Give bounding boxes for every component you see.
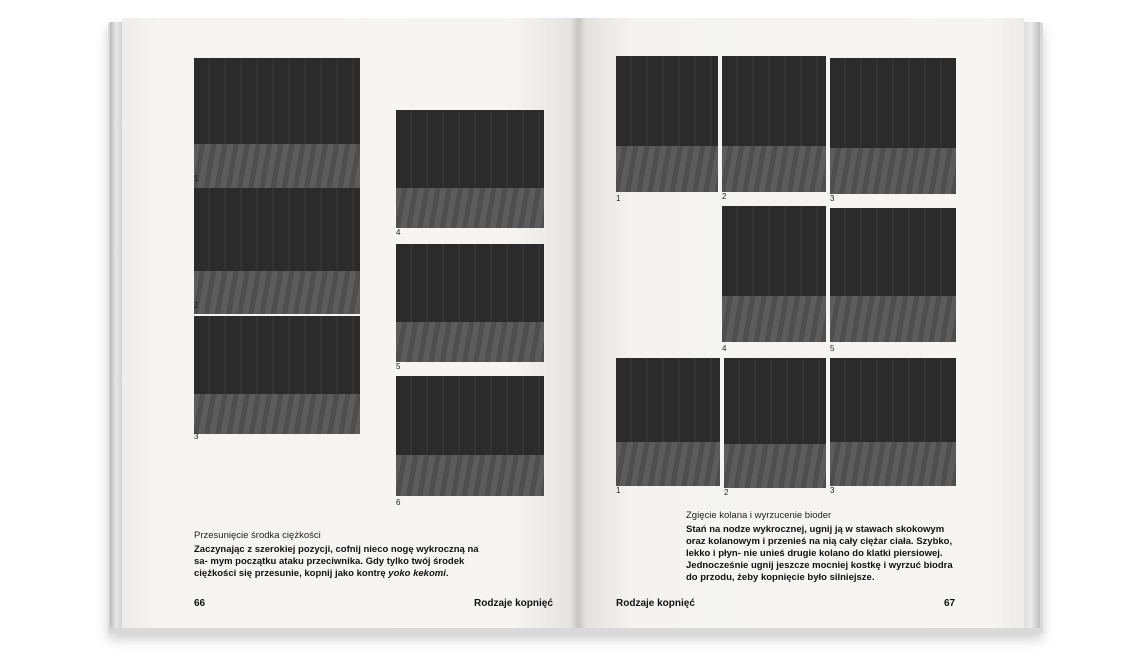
caption-left-6: 6: [396, 498, 401, 507]
page-number-right: 67: [944, 598, 956, 609]
photo-left-3: [194, 316, 360, 434]
body-text-left: [194, 544, 482, 580]
body-text-left-end: .: [445, 568, 449, 579]
right-page: [578, 18, 1024, 628]
running-head-left: Rodzaje kopnięć: [474, 598, 553, 609]
caption-left-2: 2: [194, 301, 199, 310]
caption-right-bottom-3: 3: [830, 486, 835, 495]
page-number-left: 66: [194, 598, 206, 609]
photo-right-bottom-1: [616, 358, 720, 486]
running-head-right: Rodzaje kopnięć: [616, 598, 695, 609]
caption-right-top-1: 1: [616, 194, 621, 203]
photo-right-top-2: [722, 56, 826, 192]
body-text-left-emphasis: yoko kekomi: [388, 568, 446, 579]
photo-right-mid-4: [722, 206, 826, 342]
body-text-left-main: Zaczynając z szerokiej pozycji, cofnij nieco nogę wykroczną na sa- mym początku ataku przeciwnika. Gdy tylko twój środek ciężkości się przesunie, kopnij jako kontrę: [194, 544, 479, 579]
caption-right-top-2: 2: [722, 192, 727, 201]
caption-right-mid-4: 4: [722, 344, 727, 353]
caption-left-1: 1: [194, 174, 199, 183]
caption-right-mid-5: 5: [830, 344, 835, 353]
photo-left-5: [396, 244, 544, 362]
photo-right-bottom-2: [724, 358, 826, 488]
photo-right-bottom-3: [830, 358, 956, 486]
left-page: [122, 18, 578, 628]
caption-left-5: 5: [396, 362, 401, 371]
caption-right-bottom-1: 1: [616, 486, 621, 495]
caption-right-bottom-2: 2: [724, 488, 729, 497]
section-title-left: Przesunięcie środka ciężkości: [194, 530, 321, 541]
body-text-right: Stań na nodze wykrocznej, ugnij ją w stawach skokowym oraz kolanowym i przenieś na nią cały ciężar ciała. Szybko, lekko i płyn- nie unieś drugie kolano do klatki piersiowej. Jednocześnie ugnij jeszcze mocniej kostkę i wyrzuć biodra do przodu, żeby kopnięcie było silniejsze.: [686, 524, 953, 583]
caption-left-3: 3: [194, 432, 199, 441]
book-spine-shadow: [570, 18, 586, 628]
photo-right-top-3: [830, 58, 956, 194]
section-title-right: Zgięcie kolana i wyrzucenie bioder: [686, 510, 832, 521]
page-edges-right: [1022, 22, 1040, 628]
photo-left-2: [194, 188, 360, 314]
photo-left-4: [396, 110, 544, 228]
caption-left-4: 4: [396, 228, 401, 237]
photo-right-top-1: [616, 56, 718, 192]
caption-right-top-3: 3: [830, 194, 835, 203]
photo-left-1: [194, 58, 360, 188]
photo-right-mid-5: [830, 208, 956, 342]
photo-left-6: [396, 376, 544, 496]
